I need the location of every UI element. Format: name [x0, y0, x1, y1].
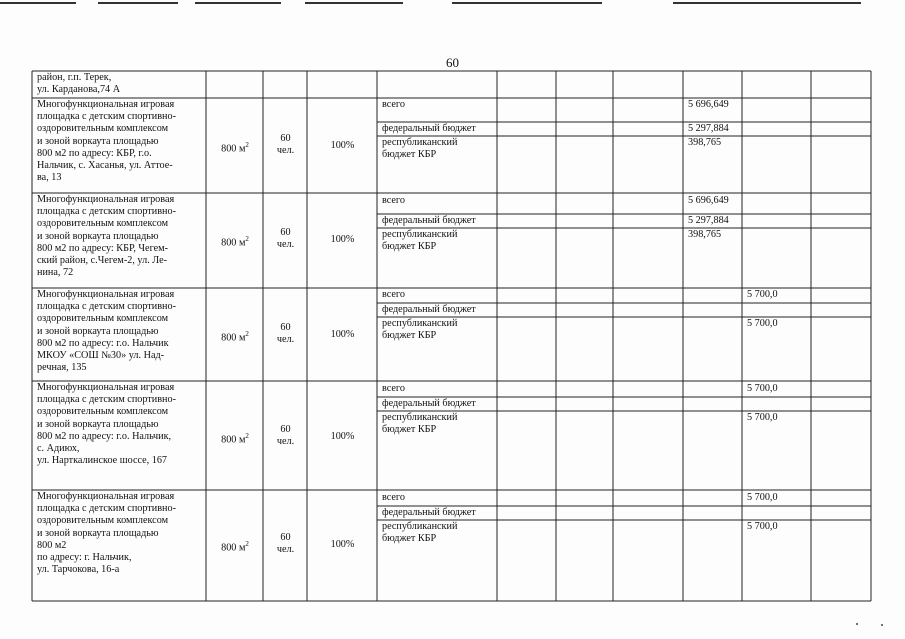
area-unit-sup: 2	[245, 235, 249, 243]
area-value: 800 м	[221, 143, 246, 155]
object-name-cell: Многофункциональная игровая площадка с детским спортивно- оздоровительным комплексом и зоной воркаута площадью 800 м2 по адресу: КБР, Чегем- ский район, с.Чегем-2, ул. Ле- нина, 72	[37, 194, 176, 279]
amount-republic: 5 700,0	[747, 521, 778, 532]
object-name-cell: Многофункциональная игровая площадка с детским спортивно- оздоровительным комплексом и зоной воркаута площадью 800 м2 по адресу: г.о. Нальчик МКОУ «СОШ №30» ул. Над- речная, 135	[37, 289, 176, 374]
amount-total: 5 696,649	[688, 99, 729, 110]
amount-republic: 398,765	[688, 137, 722, 148]
scan-speck	[881, 624, 883, 626]
area-cell	[207, 328, 263, 345]
source-federal-label: федеральный бюджет	[382, 304, 476, 315]
source-republic-label: республиканский бюджет КБР	[382, 229, 458, 253]
amount-federal: 5 297,884	[688, 215, 729, 226]
capacity-cell: 60 чел.	[276, 227, 295, 251]
source-federal-label: федеральный бюджет	[382, 507, 476, 518]
source-republic-label: республиканский бюджет КБР	[382, 137, 458, 161]
amount-total: 5 700,0	[747, 289, 778, 300]
readiness-cell: 100%	[330, 234, 355, 245]
area-unit-sup: 2	[245, 141, 249, 149]
area-cell	[207, 430, 263, 447]
amount-republic: 5 700,0	[747, 318, 778, 329]
area-cell	[207, 233, 263, 250]
capacity-cell: 60 чел.	[276, 532, 295, 556]
source-total-label: всего	[382, 195, 405, 206]
readiness-cell: 100%	[330, 140, 355, 151]
amount-total: 5 700,0	[747, 383, 778, 394]
capacity-cell: 60 чел.	[276, 133, 295, 157]
area-value: 800 м	[221, 542, 246, 554]
page-number: 60	[446, 55, 459, 70]
capacity-cell: 60 чел.	[276, 424, 295, 448]
readiness-cell: 100%	[330, 329, 355, 340]
amount-federal: 5 297,884	[688, 123, 729, 134]
source-total-label: всего	[382, 289, 405, 300]
readiness-cell: 100%	[330, 431, 355, 442]
source-total-label: всего	[382, 383, 405, 394]
amount-total: 5 696,649	[688, 195, 729, 206]
object-name-cell: Многофункциональная игровая площадка с детским спортивно- оздоровительным комплексом и зоной воркаута площадью 800 м2 по адресу: г. Нальчик, ул. Тарчокова, 16-а	[37, 491, 176, 576]
amount-total: 5 700,0	[747, 492, 778, 503]
object-name-cell: Многофункциональная игровая площадка с детским спортивно- оздоровительным комплексом и зоной воркаута площадью 800 м2 по адресу: г.о. Нальчик, с. Адиюх, ул. Нарткалинское шоссе, 167	[37, 382, 176, 467]
amount-republic: 398,765	[688, 229, 722, 240]
area-cell	[207, 538, 263, 555]
area-unit-sup: 2	[245, 540, 249, 548]
object-name-cell: Многофункциональная игровая площадка с детским спортивно- оздоровительным комплексом и зоной воркаута площадью 800 м2 по адресу: КБР, г.о. Нальчик, с. Хасанья, ул. Аттое- ва, 13	[37, 99, 176, 184]
source-federal-label: федеральный бюджет	[382, 398, 476, 409]
source-federal-label: федеральный бюджет	[382, 123, 476, 134]
area-value: 800 м	[221, 332, 246, 344]
readiness-cell: 100%	[330, 539, 355, 550]
area-unit-sup: 2	[245, 432, 249, 440]
area-value: 800 м	[221, 434, 246, 446]
source-total-label: всего	[382, 492, 405, 503]
area-unit-sup: 2	[245, 330, 249, 338]
object-name-cell: район, г.п. Терек, ул. Карданова,74 А	[37, 72, 121, 96]
area-value: 800 м	[221, 237, 246, 249]
source-total-label: всего	[382, 99, 405, 110]
amount-republic: 5 700,0	[747, 412, 778, 423]
area-cell	[207, 139, 263, 156]
source-republic-label: республиканский бюджет КБР	[382, 318, 458, 342]
capacity-cell: 60 чел.	[276, 322, 295, 346]
source-federal-label: федеральный бюджет	[382, 215, 476, 226]
source-republic-label: республиканский бюджет КБР	[382, 412, 458, 436]
scan-speck	[856, 623, 858, 625]
source-republic-label: республиканский бюджет КБР	[382, 521, 458, 545]
